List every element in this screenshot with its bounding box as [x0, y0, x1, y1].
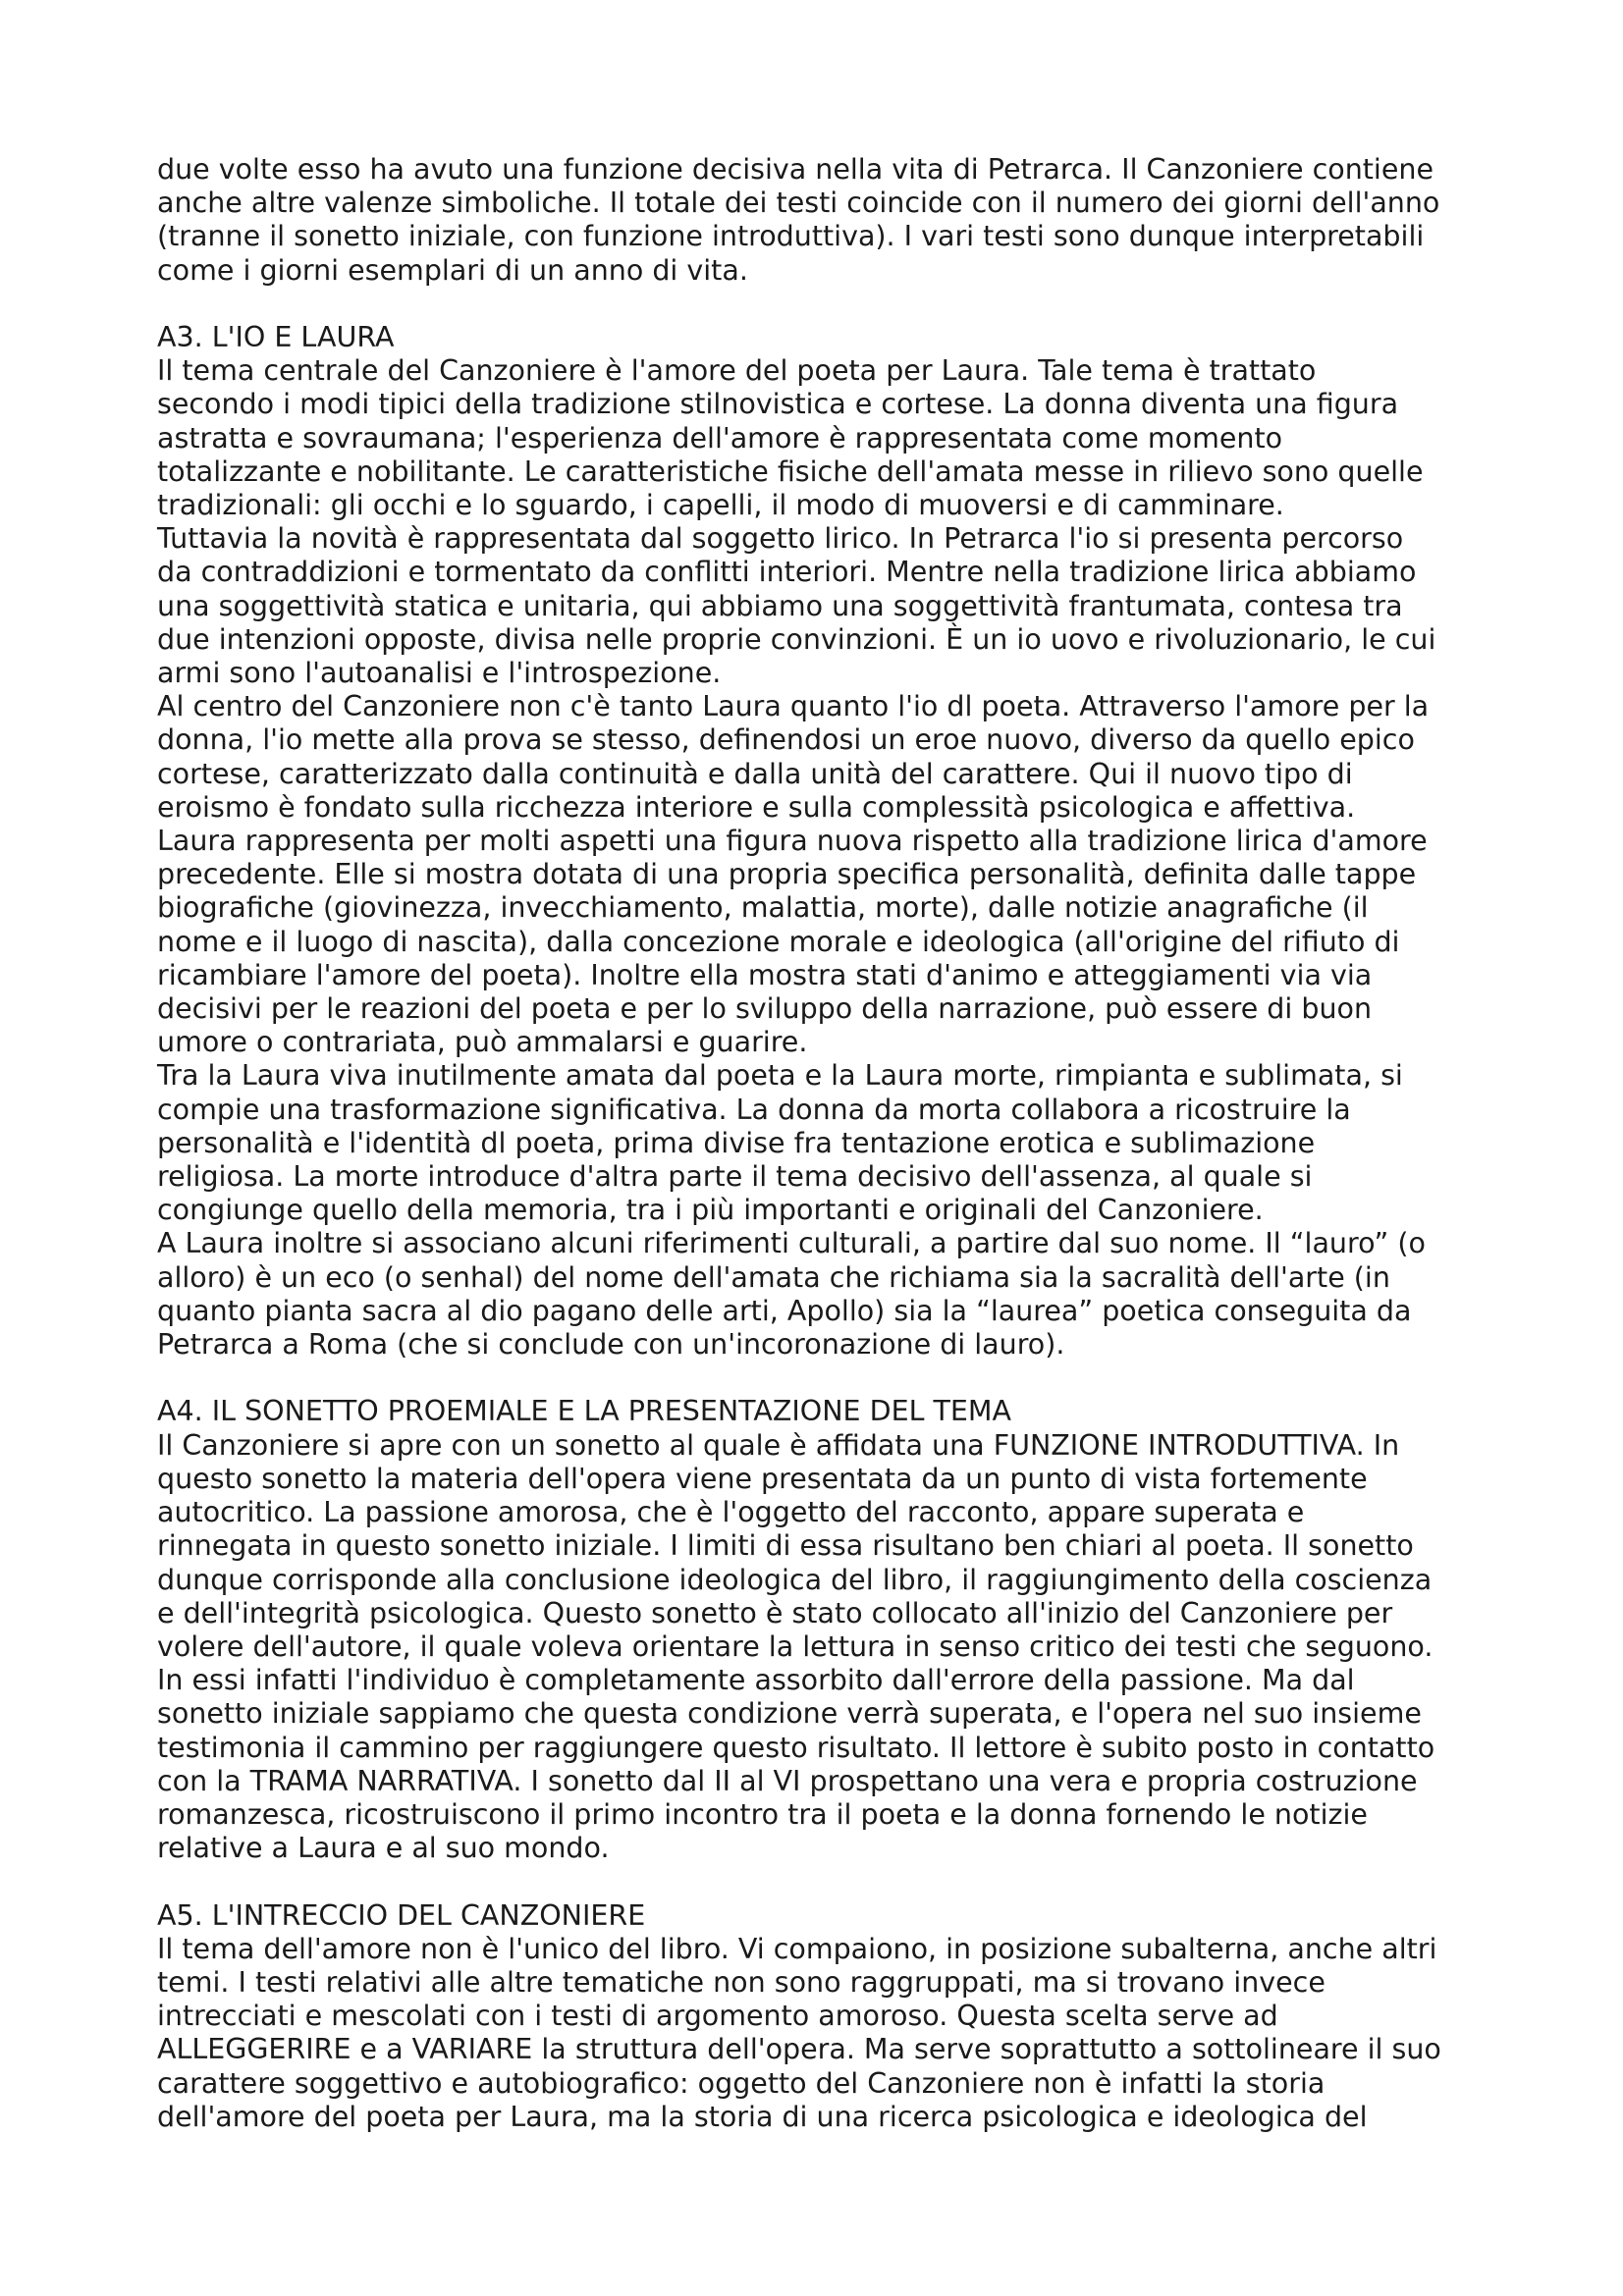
text-line: dunque corrisponde alla conclusione ideologica del libro, il raggiungimento della coscienza [157, 1563, 1433, 1596]
text-line: ricambiare l'amore del poeta). Inoltre ella mostra stati d'animo e atteggiamenti via via [157, 958, 1373, 991]
text-line: astratta e sovraumana; l'esperienza dell'amore è rappresentata come momento [157, 421, 1283, 454]
intro-paragraph [157, 153, 1492, 288]
text-line: temi. I testi relativi alle altre tematiche non sono raggruppati, ma si trovano invece [157, 1965, 1325, 1999]
text-line: sonetto iniziale sappiamo che questa condizione verrà superata, e l'opera nel suo insieme [157, 1697, 1422, 1731]
section-a3 [157, 321, 1492, 1362]
text-line: una soggettività statica e unitaria, qui abbiamo una soggettività frantumata, contesa tra [157, 589, 1403, 622]
text-line: umore o contrariata, può ammalarsi e guarire. [157, 1026, 808, 1059]
text-line: cortese, caratterizzato dalla continuità e dalla unità del carattere. Qui il nuovo tipo di [157, 757, 1353, 790]
section-heading: A5. L'INTRECCIO DEL CANZONIERE [157, 1898, 646, 1932]
text-line: Il tema centrale del Canzoniere è l'amore del poeta per Laura. Tale tema è trattato [157, 354, 1317, 388]
text-line: due intenzioni opposte, divisa nelle proprie convinzioni. È un io uovo e rivoluzionario, le cui [157, 622, 1436, 656]
text-line: carattere soggettivo e autobiografico: oggetto del Canzoniere non è infatti la storia [157, 2066, 1325, 2100]
text-line: compie una trasformazione significativa. La donna da morta collabora a ricostruire la [157, 1093, 1351, 1126]
text-line: Tra la Laura viva inutilmente amata dal poeta e la Laura morte, rimpianta e sublimata, si [157, 1059, 1403, 1093]
paragraph-gap [157, 1362, 1492, 1395]
text-line: tradizionali: gli occhi e lo sguardo, i capelli, il modo di muoversi e di camminare. [157, 489, 1284, 522]
section-a4 [157, 1395, 1492, 1865]
text-line: autocritico. La passione amorosa, che è l'oggetto del racconto, appare superata e [157, 1496, 1305, 1529]
text-line: congiunge quello della memoria, tra i più importanti e originali del Canzoniere. [157, 1194, 1264, 1227]
text-line: volere dell'autore, il quale voleva orientare la lettura in senso critico dei testi che seguono. [157, 1629, 1434, 1663]
text-line: decisivi per le reazioni del poeta e per lo sviluppo della narrazione, può essere di buon [157, 992, 1373, 1026]
section-heading: A4. IL SONETTO PROEMIALE E LA PRESENTAZIONE DEL TEMA [157, 1395, 1012, 1428]
text-line: relative a Laura e al suo mondo. [157, 1832, 610, 1865]
paragraph-gap [157, 288, 1492, 321]
text-line: totalizzante e nobilitante. Le caratteristiche fisiche dell'amata messe in rilievo sono quelle [157, 454, 1424, 488]
text-line: donna, l'io mette alla prova se stesso, definendosi un eroe nuovo, diverso da quello epico [157, 723, 1415, 757]
section-heading: A3. L'IO E LAURA [157, 321, 395, 353]
text-line: In essi infatti l'individuo è completamente assorbito dall'errore della passione. Ma dal [157, 1664, 1355, 1697]
text-line: intrecciati e mescolati con i testi di argomento amoroso. Questa scelta serve ad [157, 2000, 1278, 2033]
text-line: alloro) è un eco (o senhal) del nome dell'amata che richiama sia la sacralità dell'arte (in [157, 1260, 1390, 1294]
text-line: Tuttavia la novità è rappresentata dal soggetto lirico. In Petrarca l'io si presenta percorso [157, 522, 1404, 556]
text-line: Laura rappresenta per molti aspetti una figura nuova rispetto alla tradizione lirica d'amore [157, 825, 1428, 858]
text-line: ALLEGGERIRE e a VARIARE la struttura dell'opera. Ma serve soprattutto a sottolineare il suo [157, 2033, 1441, 2066]
section-a5 [157, 1899, 1492, 2134]
text-line: armi sono l'autoanalisi e l'introspezione. [157, 657, 722, 690]
text-line: personalità e l'identità dl poeta, prima divise fra tentazione erotica e sublimazione [157, 1126, 1316, 1159]
paragraph-gap [157, 1865, 1492, 1898]
text-line: come i giorni esemplari di un anno di vita. [157, 253, 748, 287]
text-line: con la TRAMA NARRATIVA. I sonetto dal II al VI prospettano una vera e propria costruzione [157, 1764, 1418, 1797]
text-line: religiosa. La morte introduce d'altra parte il tema decisivo dell'assenza, al quale si [157, 1160, 1313, 1194]
text-line: eroismo è fondato sulla ricchezza interiore e sulla complessità psicologica e affettiva. [157, 790, 1356, 824]
document-page [157, 153, 1492, 2134]
text-line: Il Canzoniere si apre con un sonetto al quale è affidata una FUNZIONE INTRODUTTIVA. In [157, 1428, 1400, 1462]
text-line: Il tema dell'amore non è l'unico del libro. Vi compaiono, in posizione subalterna, anche altri [157, 1932, 1437, 1965]
text-line: Al centro del Canzoniere non c'è tanto Laura quanto l'io dl poeta. Attraverso l'amore per la [157, 690, 1430, 723]
text-line: A Laura inoltre si associano alcuni riferimenti culturali, a partire dal suo nome. Il “lauro” (o [157, 1227, 1426, 1260]
text-line: precedente. Elle si mostra dotata di una propria specifica personalità, definita dalle tappe [157, 858, 1417, 891]
text-line: Petrarca a Roma (che si conclude con un'incoronazione di lauro). [157, 1328, 1065, 1362]
text-line: biografiche (giovinezza, invecchiamento, malattia, morte), dalle notizie anagrafiche (il [157, 891, 1369, 925]
text-line: quanto pianta sacra al dio pagano delle arti, Apollo) sia la “laurea” poetica conseguita da [157, 1294, 1412, 1327]
text-line: da contraddizioni e tormentato da conflitti interiori. Mentre nella tradizione lirica abbiamo [157, 556, 1417, 589]
text-line: (tranne il sonetto iniziale, con funzione introduttiva). I vari testi sono dunque interpretabili [157, 220, 1425, 253]
text-line: e dell'integrità psicologica. Questo sonetto è stato collocato all'inizio del Canzoniere per [157, 1596, 1393, 1629]
text-line: due volte esso ha avuto una funzione decisiva nella vita di Petrarca. Il Canzoniere contiene [157, 153, 1434, 186]
text-line: anche altre valenze simboliche. Il totale dei testi coincide con il numero dei giorni dell'anno [157, 187, 1440, 220]
text-line: testimonia il cammino per raggiungere questo risultato. Il lettore è subito posto in contatto [157, 1731, 1435, 1764]
text-line: nome e il luogo di nascita), dalla concezione morale e ideologica (all'origine del rifiuto di [157, 925, 1400, 958]
text-line: secondo i modi tipici della tradizione stilnovistica e cortese. La donna diventa una figura [157, 388, 1399, 421]
text-line: romanzesca, ricostruiscono il primo incontro tra il poeta e la donna fornendo le notizie [157, 1797, 1368, 1831]
text-line: questo sonetto la materia dell'opera viene presentata da un punto di vista fortemente [157, 1462, 1368, 1495]
text-line: dell'amore del poeta per Laura, ma la storia di una ricerca psicologica e ideologica del [157, 2100, 1368, 2133]
text-line: rinnegata in questo sonetto iniziale. I limiti di essa risultano ben chiari al poeta. Il sonetto [157, 1529, 1414, 1563]
